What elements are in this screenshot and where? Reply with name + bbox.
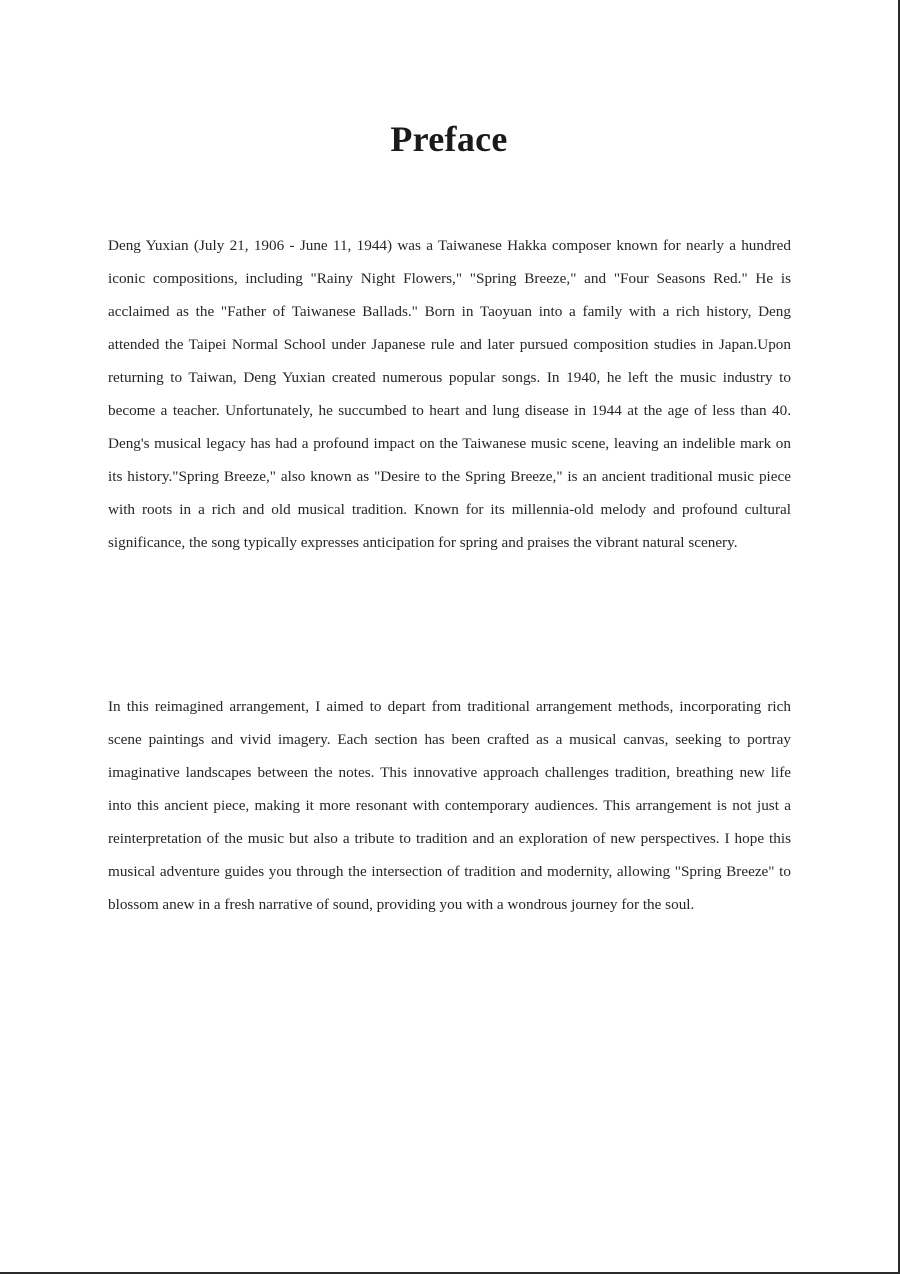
page-title: Preface [390,119,508,159]
body-paragraph-1: Deng Yuxian (July 21, 1906 - June 11, 1944) was a Taiwanese Hakka composer known for nearly a hundred iconic compositions, including "Rainy Night Flowers," "Spring Breeze," and "Four Seasons Red." He is acclaimed as the "Father of Taiwanese Ballads." Born in Taoyuan into a family with a rich history, Deng attended the Taipei Normal School under Japanese rule and later pursued composition studies in Japan.Upon returning to Taiwan, Deng Yuxian created numerous popular songs. In 1940, he left the music industry to become a teacher. Unfortunately, he succumbed to heart and lung disease in 1944 at the age of less than 40. Deng's musical legacy has had a profound impact on the Taiwanese music scene, leaving an indelible mark on its history."Spring Breeze," also known as "Desire to the Spring Breeze," is an ancient traditional music piece with roots in a rich and old musical tradition. Known for its millennia-old melody and profound cultural significance, the song typically expresses anticipation for spring and praises the vibrant natural scenery. [108,237,791,551]
body-paragraph-2: In this reimagined arrangement, I aimed to depart from traditional arrangement methods, incorporating rich scene paintings and vivid imagery. Each section has been crafted as a musical canvas, seeking to portray imaginative landscapes between the notes. This innovative approach challenges tradition, breathing new life into this ancient piece, making it more resonant with contemporary audiences. This arrangement is not just a reinterpretation of the music but also a tribute to tradition and an exploration of new perspectives. I hope this musical adventure guides you through the intersection of tradition and modernity, allowing "Spring Breeze" to blossom anew in a fresh narrative of sound, providing you with a wondrous journey for the soul. [108,698,791,913]
